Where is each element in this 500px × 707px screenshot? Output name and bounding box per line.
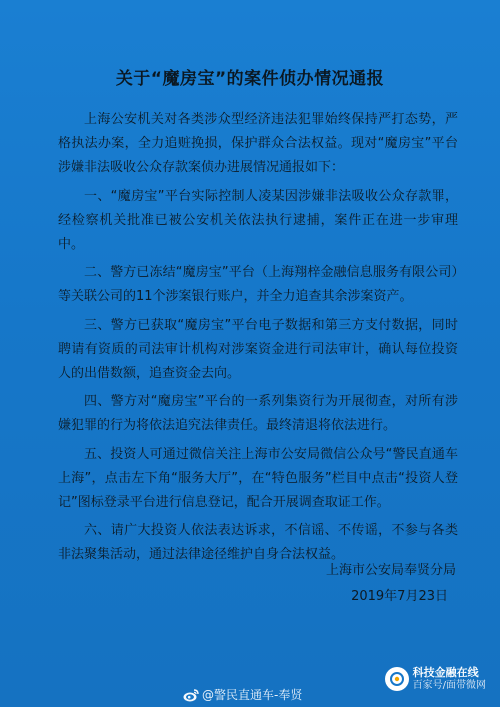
notice-date: 2019年7月23日	[351, 589, 448, 604]
brand-logo-icon	[385, 667, 409, 691]
weibo-watermark	[183, 686, 302, 703]
paragraph-item-2: 二、警方已冻结“魔房宝”平台（上海翔梓金融信息服务有限公司）等关联公司的11个涉案银行账户，并全力追查其余涉案资产。	[58, 265, 458, 305]
brand-watermark	[385, 666, 486, 692]
brand-name: 科技金融在线	[412, 666, 479, 679]
brand-subtitle: 百家号/面带微网	[412, 680, 486, 691]
paragraph-item-1: 一、“魔房宝”平台实际控制人凌某因涉嫌非法吸收公众存款罪，经检察机关批准已被公安机关依法执行逮捕，案件正在进一步审理中。	[58, 188, 458, 253]
paragraph-item-3: 三、警方已获取“魔房宝”平台电子数据和第三方支付数据，同时聘请有资质的司法审计机构对涉案资金进行司法审计，确认每位投资人的出借数额，追查资金去向。	[58, 317, 458, 382]
signer-name: 上海市公安局奉贤分局	[325, 563, 456, 578]
paragraph-item-5: 五、投资人可通过微信关注上海市公安局微信公众号“警民直通车上海”，点击左下角“服务大厅”，在“特色服务”栏目中点击“投资人登记”图标登录平台进行信息登记，配合开展调查取证工作。	[58, 446, 458, 511]
notice-body	[58, 108, 458, 572]
paragraph-intro: 上海公安机关对各类涉众型经济违法犯罪始终保持严打态势，严格执法办案，全力追赃挽损，保护群众合法权益。现对“魔房宝”平台涉嫌非法吸收公众存款案侦办进展情况通报如下：	[58, 112, 458, 176]
paragraph-item-4: 四、警方对“魔房宝”平台的一系列集资行为开展彻查，对所有涉嫌犯罪的行为将依法追究法律责任。最终清退将依法进行。	[58, 394, 458, 434]
notice-title: 关于“魔房宝”的案件侦办情况通报	[115, 69, 385, 89]
weibo-account: @警民直通车-奉贤	[202, 688, 303, 702]
paragraph-item-6: 六、请广大投资人依法表达诉求，不信谣、不传谣，不参与各类非法聚集活动，通过法律途径维护自身合法权益。	[58, 523, 458, 563]
weibo-icon	[183, 688, 199, 702]
